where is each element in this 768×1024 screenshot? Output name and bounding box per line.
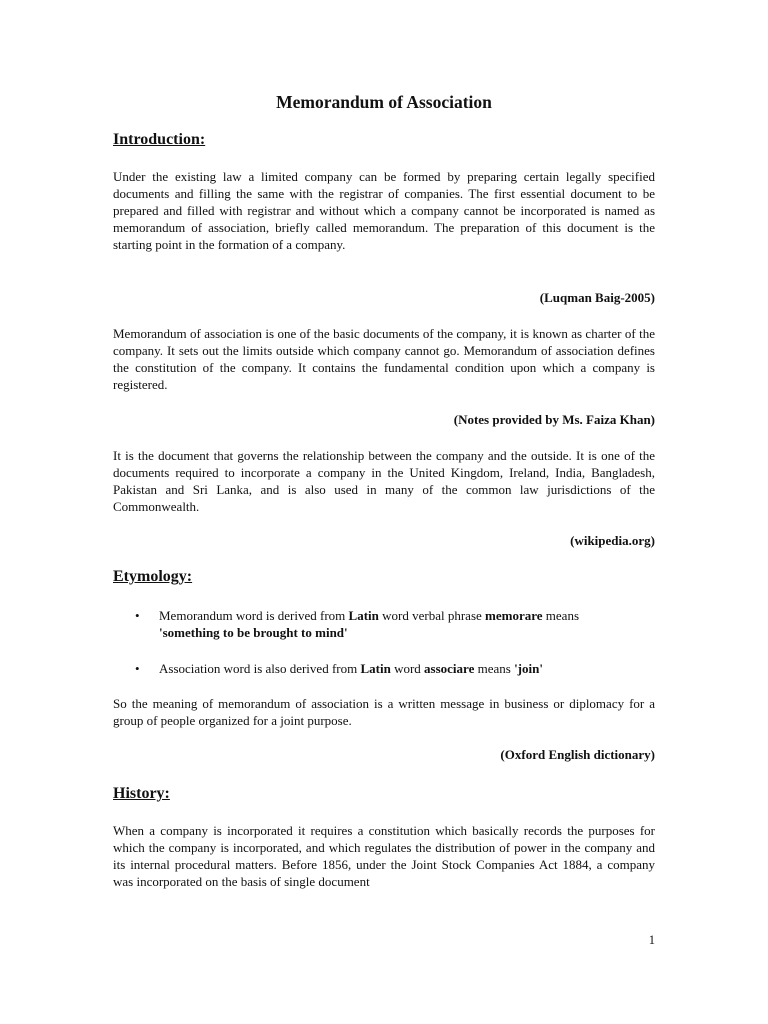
introduction-paragraph-2: Memorandum of association is one of the basic documents of the company, it is known as charter of the company. It sets out the limits outside which company cannot go. Memorandum of association defines the constitution of the company. It contains the fundamental condition upon which a company is registered. (113, 326, 655, 392)
introduction-paragraph-1: Under the existing law a limited company can be formed by preparing certain legally specified documents and filling the same with the registrar of companies. The first essential document to be prepared and filled with registrar and without which a company cannot be incorporated is named as memorandum of association, briefly called memorandum. The preparation of this document is the starting point in the formation of a company. (113, 169, 655, 252)
etymology-paragraph: So the meaning of memorandum of association is a written message in business or diplomacy for a group of people organized for a joint purpose. (113, 696, 655, 728)
list-item-text: Association word is also derived from Latin word associare means 'join' (159, 661, 543, 676)
history-heading: History: (113, 785, 170, 802)
source-citation-1: (Luqman Baig-2005) (539, 290, 655, 305)
bullet-icon: • (135, 661, 140, 676)
document-title: Memorandum of Association (276, 92, 492, 112)
history-paragraph: When a company is incorporated it requires a constitution which basically records the purposes for which the company is incorporated, and which regulates the distribution of power in the company and its internal procedural matters. Before 1856, under the Joint Stock Companies Act 1884, a company was incorporated on the basis of single document (113, 823, 655, 889)
list-item (135, 607, 655, 641)
page-number: 1 (648, 933, 655, 947)
etymology-heading: Etymology: (113, 568, 193, 585)
source-citation-3: (wikipedia.org) (570, 533, 655, 548)
bullet-icon: • (135, 608, 140, 623)
introduction-paragraph-3: It is the document that governs the relationship between the company and the outside. It is one of the documents required to incorporate a company in the United Kingdom, Ireland, India, Bangladesh, Pakistan and Sri Lanka, and is also used in many of the common law jurisdictions of the Commonwealth. (113, 448, 655, 514)
introduction-heading: Introduction: (113, 131, 206, 148)
source-citation-4: (Oxford English dictionary) (500, 747, 655, 762)
source-citation-2: (Notes provided by Ms. Faiza Khan) (453, 412, 655, 427)
list-item (135, 660, 655, 677)
list-item-text: Memorandum word is derived from Latin word verbal phrase memorare means 'something to be brought to mind' (159, 608, 580, 640)
